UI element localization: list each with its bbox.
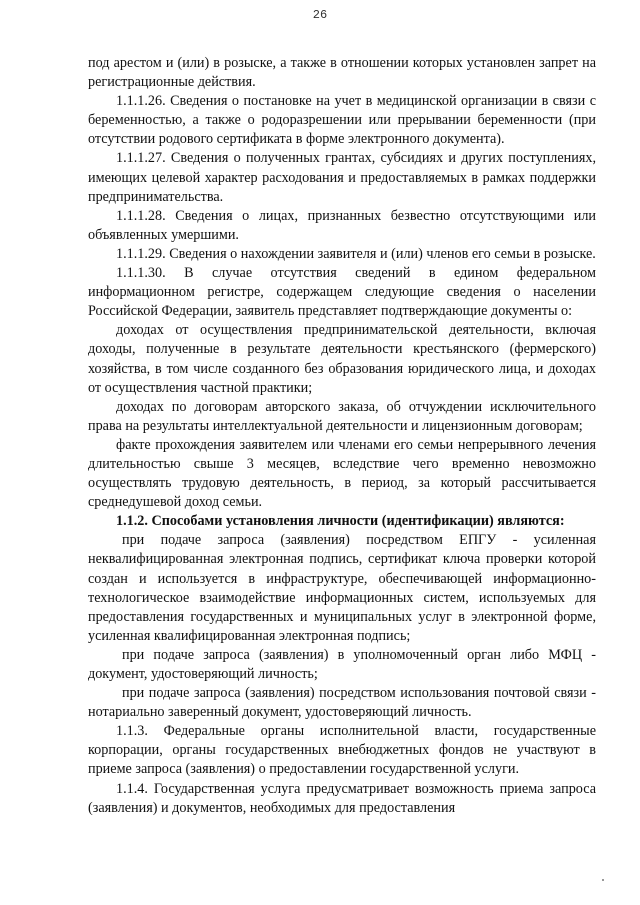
document-body [88,54,596,818]
paragraph-1-1-1-29: 1.1.1.29. Сведения о нахождении заявителя и (или) членов его семьи в розыске. [116,245,596,262]
paragraph-1-1-1-27: 1.1.1.27. Сведения о полученных грантах, субсидиях и других поступлениях, имеющих целевой характер расходования и предоставляемых в рамках поддержки предпринимательства. [88,150,596,205]
paragraph-1-1-1-30: 1.1.1.30. В случае отсутствия сведений в едином федеральном информационном регистре, содержащем следующие сведения о населении Российской Федерации, заявитель представляет подтверждающие документы о: [88,265,596,320]
paragraph-1-1-1-28: 1.1.1.28. Сведения о лицах, признанных безвестно отсутствующими или объявленных умершими. [88,207,596,243]
paragraph-1-1-4: 1.1.4. Государственная услуга предусматривает возможность приема запроса (заявления) и документов, необходимых для предоставления [88,780,596,816]
list-item-medical-treatment: факте прохождения заявителем или членами его семьи непрерывного лечения длительностью свыше 3 месяцев, вследствие чего временно невозможно осуществлять трудовую деятельность, в период, за который рассчитывается среднедушевой доход семьи. [88,436,596,511]
list-item-mfc-document: при подаче запроса (заявления) в уполномоченный орган либо МФЦ - документ, удостоверяющий личность; [88,646,596,682]
paragraph-1-1-3: 1.1.3. Федеральные органы исполнительной власти, государственные корпорации, органы государственных внебюджетных фондов не участвуют в приеме запроса (заявления) о предоставлении государственной услуги. [88,723,596,778]
list-item-business-income: доходах от осуществления предпринимательской деятельности, включая доходы, полученные в результате деятельности крестьянского (фермерского) хозяйства, в том числе созданного без образования юридического лица, и доходах от осуществления частной практики; [88,322,596,396]
list-item-postal-document: при подаче запроса (заявления) посредством использования почтовой связи - нотариально заверенный документ, удостоверяющий личность. [88,685,596,721]
section-heading-1-1-2: 1.1.2. Способами установления личности (идентификации) являются: [116,513,565,530]
page-number: 26 [312,8,328,22]
list-item-epgu-signature: при подаче запроса (заявления) посредством ЕПГУ - усиленная неквалифицированная электронная подпись, сертификат ключа проверки которой создан и используется в инфраструктуре, обеспечивающей информационно-технологическое взаимодействие информационных систем, используемых для предоставления государственных и муниципальных услуг в электронной форме, усиленная квалифицированная электронная подпись; [88,532,596,644]
scan-speck [602,879,604,881]
paragraph-continuation: под арестом и (или) в розыске, а также в отношении которых установлен запрет на регистрационные действия. [88,55,596,91]
list-item-author-contracts: доходах по договорам авторского заказа, об отчуждении исключительного права на результаты интеллектуальной деятельности и лицензионным договорам; [88,398,596,434]
paragraph-1-1-1-26: 1.1.1.26. Сведения о постановке на учет в медицинской организации в связи с беременностью, а также о родоразрешении или прерывании беременности (при отсутствии родового сертификата в форме электронного документа). [88,93,596,148]
